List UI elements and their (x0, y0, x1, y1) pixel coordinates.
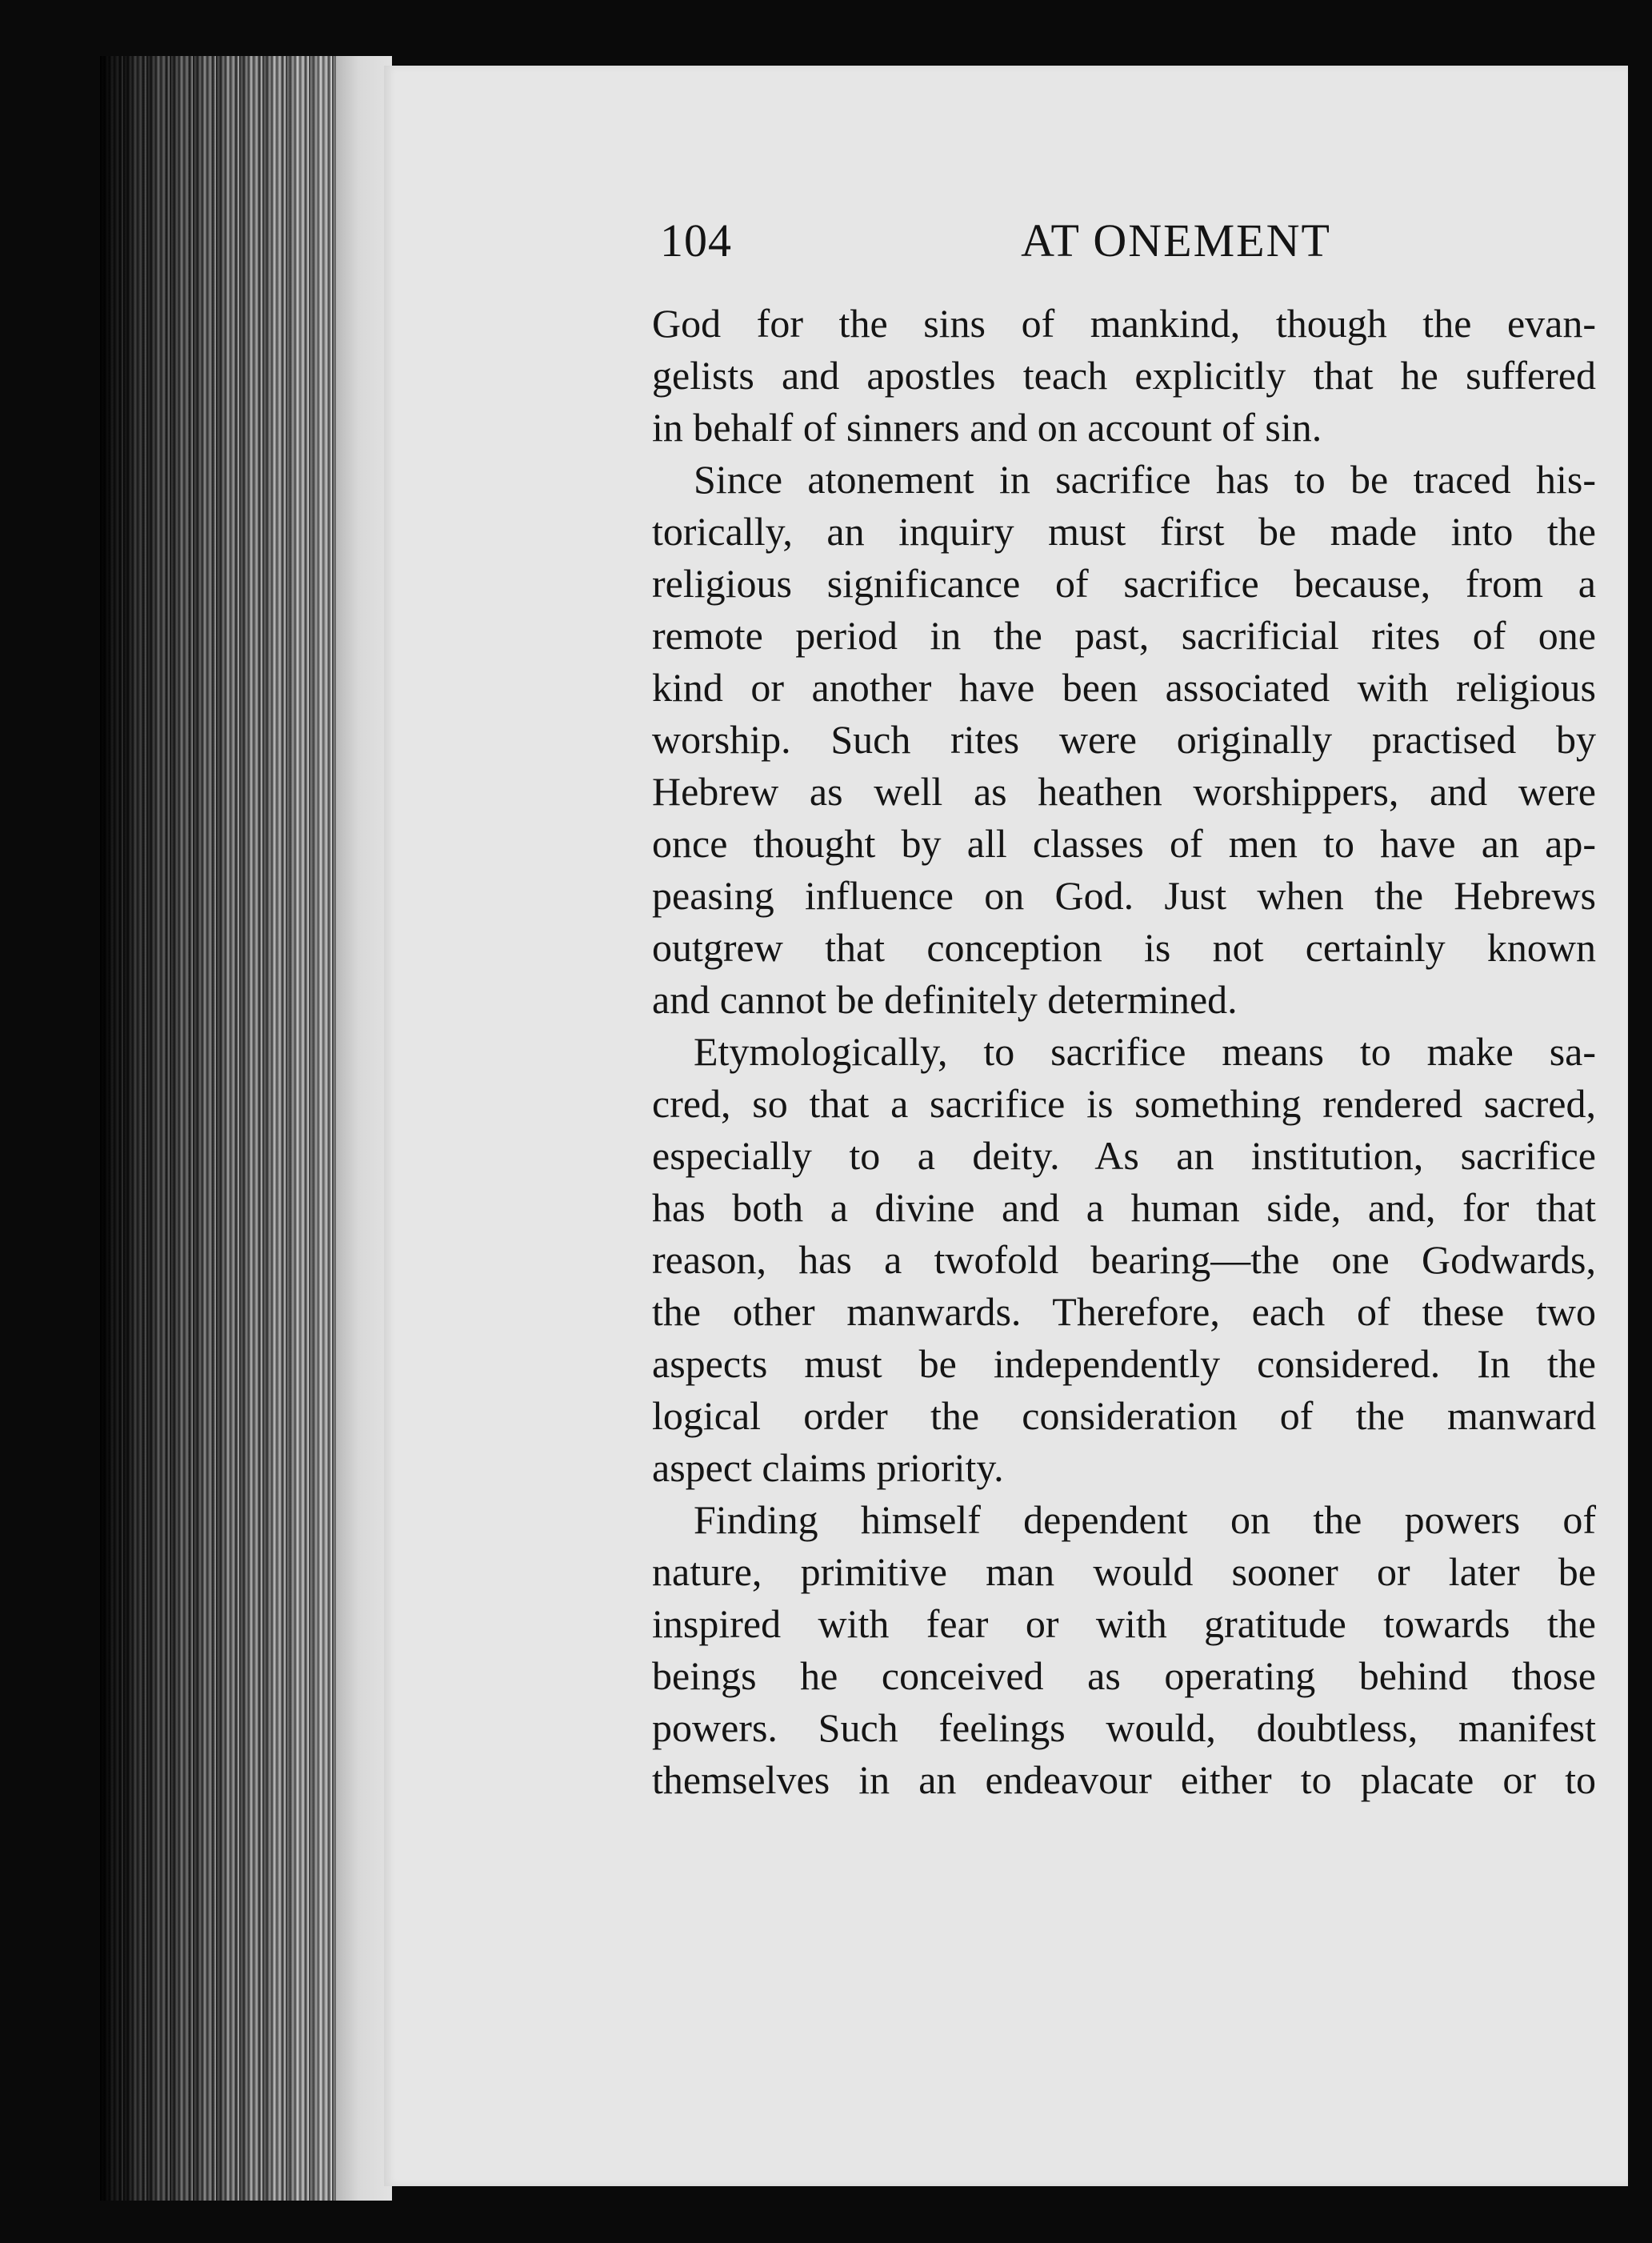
paragraph (652, 1026, 1596, 1494)
text-line: inspired with fear or with gratitude towards the (652, 1601, 1596, 1646)
text-line: once thought by all classes of men to have an ap- (652, 821, 1596, 866)
text-line: aspect claims priority. (652, 1445, 1004, 1490)
text-line: reason, has a twofold bearing—the one Godwards, (652, 1237, 1596, 1282)
text-line: beings he conceived as operating behind those (652, 1653, 1596, 1698)
text-line: remote period in the past, sacrificial rites of one (652, 613, 1596, 658)
running-title: AT ONEMENT (1021, 214, 1331, 266)
text-line: religious significance of sacrifice because, from a (652, 561, 1596, 606)
paragraph (652, 454, 1596, 1026)
text-line: themselves in an endeavour either to placate or to (652, 1757, 1596, 1802)
page-number: 104 (660, 214, 732, 266)
text-line: peasing influence on God. Just when the Hebrews (652, 873, 1596, 918)
text-line: Hebrew as well as heathen worshippers, and were (652, 769, 1596, 814)
text-line: has both a divine and a human side, and, for that (652, 1185, 1596, 1230)
text-line: worship. Such rites were originally practised by (652, 717, 1596, 762)
text-line: torically, an inquiry must first be made into the (652, 509, 1596, 554)
text-line: outgrew that conception is not certainly known (652, 925, 1596, 970)
book-page (384, 66, 1628, 2186)
text-line: God for the sins of mankind, though the evan- (652, 301, 1596, 346)
text-line: Etymologically, to sacrifice means to make sa- (694, 1029, 1596, 1074)
text-line: the other manwards. Therefore, each of these two (652, 1289, 1596, 1334)
text-line: in behalf of sinners and on account of sin. (652, 405, 1322, 450)
text-line: kind or another have been associated with religious (652, 665, 1596, 710)
text-line: Finding himself dependent on the powers of (694, 1497, 1596, 1542)
text-line: gelists and apostles teach explicitly that he suffered (652, 353, 1596, 398)
paragraph (652, 1494, 1596, 1806)
text-line: powers. Such feelings would, doubtless, manifest (652, 1705, 1596, 1750)
text-line: especially to a deity. As an institution, sacrifice (652, 1133, 1596, 1178)
text-line: Since atonement in sacrifice has to be traced his- (694, 457, 1596, 502)
text-line: logical order the consideration of the manward (652, 1393, 1596, 1438)
paragraph (652, 298, 1596, 454)
text-line: aspects must be independently considered. In the (652, 1341, 1596, 1386)
body-text (652, 298, 1596, 1806)
text-line: cred, so that a sacrifice is something rendered sacred, (652, 1081, 1596, 1126)
text-line: nature, primitive man would sooner or later be (652, 1549, 1596, 1594)
running-head (660, 214, 1652, 286)
text-line: and cannot be definitely determined. (652, 977, 1238, 1022)
